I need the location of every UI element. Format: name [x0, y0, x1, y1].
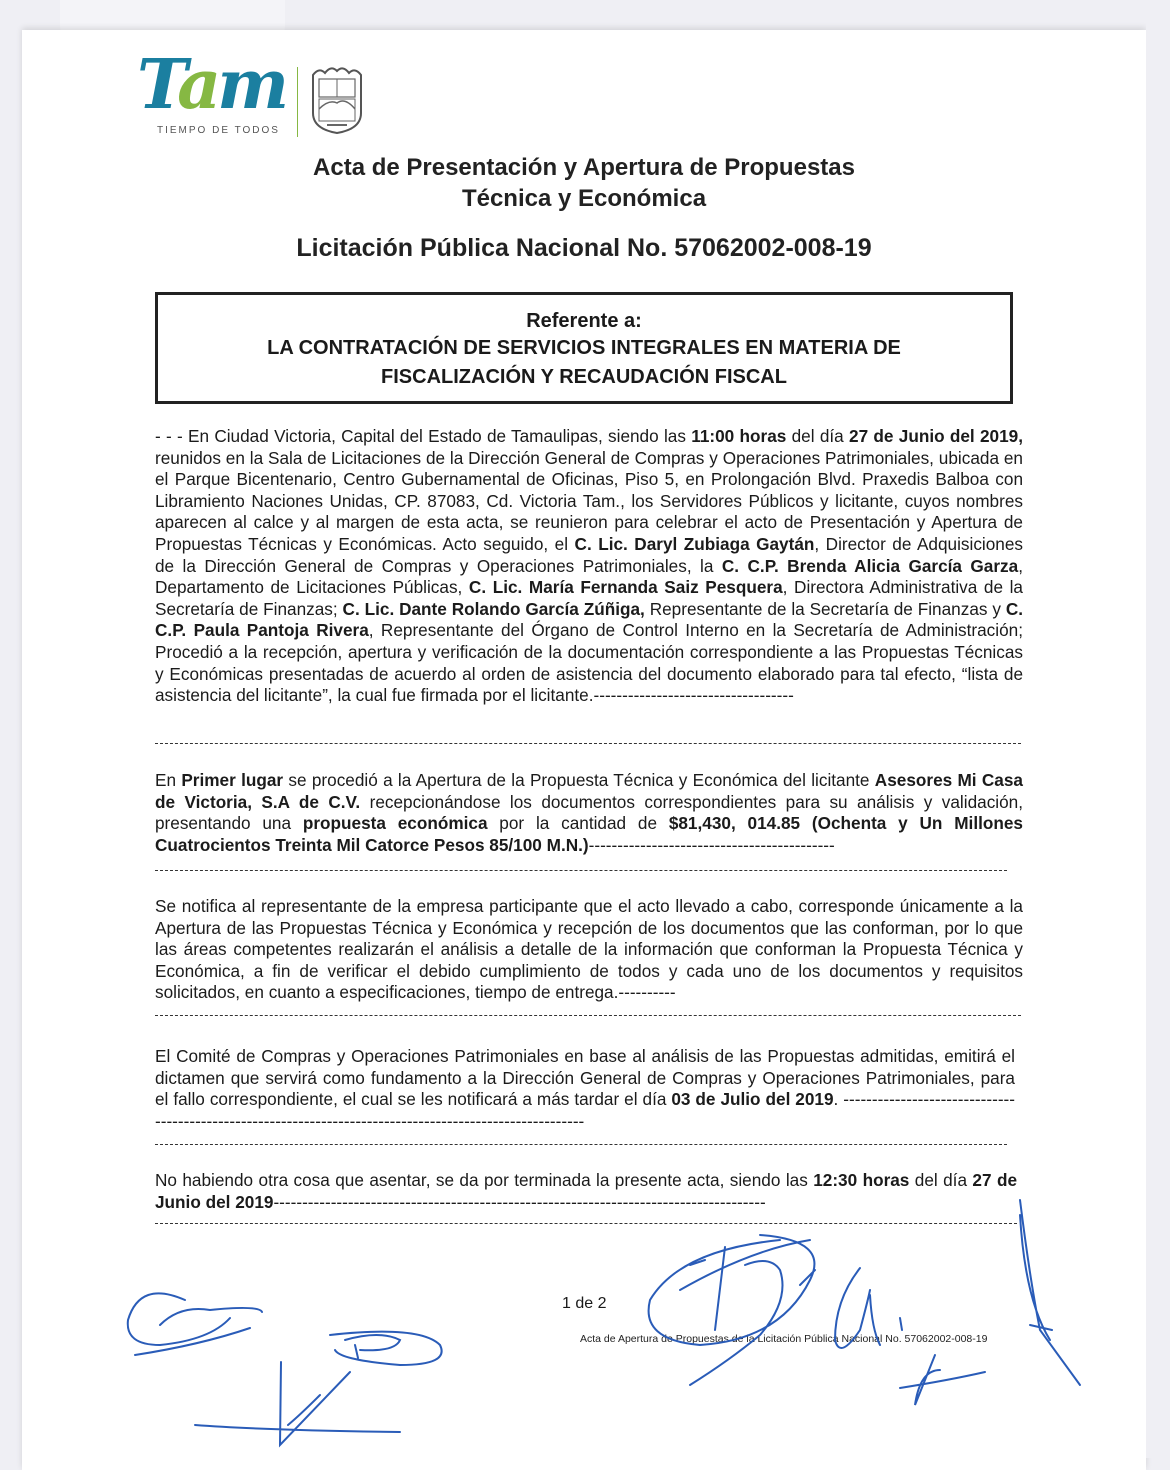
reference-label: Referente a: [526, 310, 642, 332]
dash-separator [155, 870, 1007, 871]
document-title: Acta de Presentación y Apertura de Propuestas [313, 154, 855, 181]
paragraph-opening: - - - En Ciudad Victoria, Capital del Estado de Tamaulipas, siendo las 11:00 horas del día 27 de Junio del 2019, reunidos en la Sala de Licitaciones de la Dirección General de Compras y Operaciones Patrimoniales, ubicada en el Parque Bicentenario, Centro Gubernamental de Oficinas, Piso 5, en Prolongación Blvd. Praxedis Balboa con Libramiento Naciones Unidas, CP. 87083, Cd. Victoria Tam., los Servidores Públicos y licitante, cuyos nombres aparecen al calce y al margen de esta acta, se reunieron para celebrar el acto de Presentación y Apertura de Propuestas Técnicas y Económicas. Acto seguido, el C. Lic. Daryl Zubiaga Gaytán, Director de Adquisiciones de la Dirección General de Compras y Operaciones Patrimoniales, la C. C.P. Brenda Alicia García Garza, Departamento de Licitaciones Públicas, C. Lic. María Fernanda Saiz Pesquera, Directora Administrativa de la Secretaría de Finanzas; C. Lic. Dante Rolando García Zúñiga, Representante de la Secretaría de Finanzas y C. C.P. Paula Pantoja Rivera, Representante del Órgano de Control Interno en la Secretaría de Administración; Procedió a la recepción, apertura y verificación de la documentación correspondiente a las Propuestas Técnicas y Económicas presentadas de acuerdo al orden de asistencia del documento elaborado para tal efecto, “lista de asistencia del licitante”, la cual fue firmada por el licitante.----------------------------------- [155, 426, 1024, 706]
reference-subject-line1: LA CONTRATACIÓN DE SERVICIOS INTEGRALES EN MATERIA DE [267, 337, 901, 359]
dash-separator [155, 1015, 1021, 1016]
paragraph-closing: No habiendo otra cosa que asentar, se da por terminada la presente acta, siendo las 12:30 horas del día 27 de Junio del 2019-------------------------------------------------------------------------------------- [155, 1170, 1018, 1212]
viewer-margin [1146, 0, 1170, 1458]
paragraph-committee: El Comité de Compras y Operaciones Patrimoniales en base al análisis de las Propuestas admitidas, emitirá el dictamen que servirá como fundamento a la Dirección General de Compras y Operaciones Patrimoniales, para el fallo correspondiente, el cual se les notificará a más tardar el día 03 de Julio del 2019. --------------------------------------------------------------------------------------------------------- [155, 1046, 1015, 1131]
paragraph-notification: Se notifica al representante de la empresa participante que el acto llevado a cabo, corresponde únicamente a la Apertura de las Propuestas Técnica y Económica y recepción de los documentos que las conforman, por lo que las áreas competentes realizarán el análisis a detalle de la información que conforman la Propuesta Técnica y Económica, a fin de verificar el debido cumplimiento de todos y cada uno de los documentos y requisitos solicitados, en cuanto a especificaciones, tiempo de entrega.---------- [155, 896, 1023, 1003]
logo-divider [297, 67, 298, 137]
page-indicator: 1 de 2 [562, 1295, 607, 1312]
logo-tagline: TIEMPO DE TODOS [157, 125, 280, 136]
reference-box [155, 292, 1013, 404]
dash-separator [155, 1223, 1017, 1224]
paragraph-first-bidder: En Primer lugar se procedió a la Apertura de la Propuesta Técnica y Económica del licitante Asesores Mi Casa de Victoria, S.A de C.V. recepcionándose los documentos correspondientes para su análisis y validación, presentando una propuesta económica por la cantidad de $81,430, 014.85 (Ochenta y Un Millones Cuatrocientos Treinta Mil Catorce Pesos 85/100 M.N.)------------------------------------------- [155, 770, 1023, 855]
tender-number: Licitación Pública Nacional No. 57062002-008-19 [296, 234, 872, 262]
reference-subject-line2: FISCALIZACIÓN Y RECAUDACIÓN FISCAL [381, 366, 787, 388]
logo-wordmark: Tam [137, 45, 286, 125]
document-subtitle: Técnica y Económica [461, 185, 707, 212]
dash-separator [155, 743, 1021, 744]
tamaulipas-logo [137, 45, 377, 140]
dash-separator [155, 1144, 1007, 1145]
document-page [22, 30, 1146, 1470]
footer-text: Acta de Apertura de Propuestas de la Licitación Pública Nacional No. 57062002-008-19 [580, 1333, 988, 1345]
coat-of-arms-icon [305, 65, 369, 137]
